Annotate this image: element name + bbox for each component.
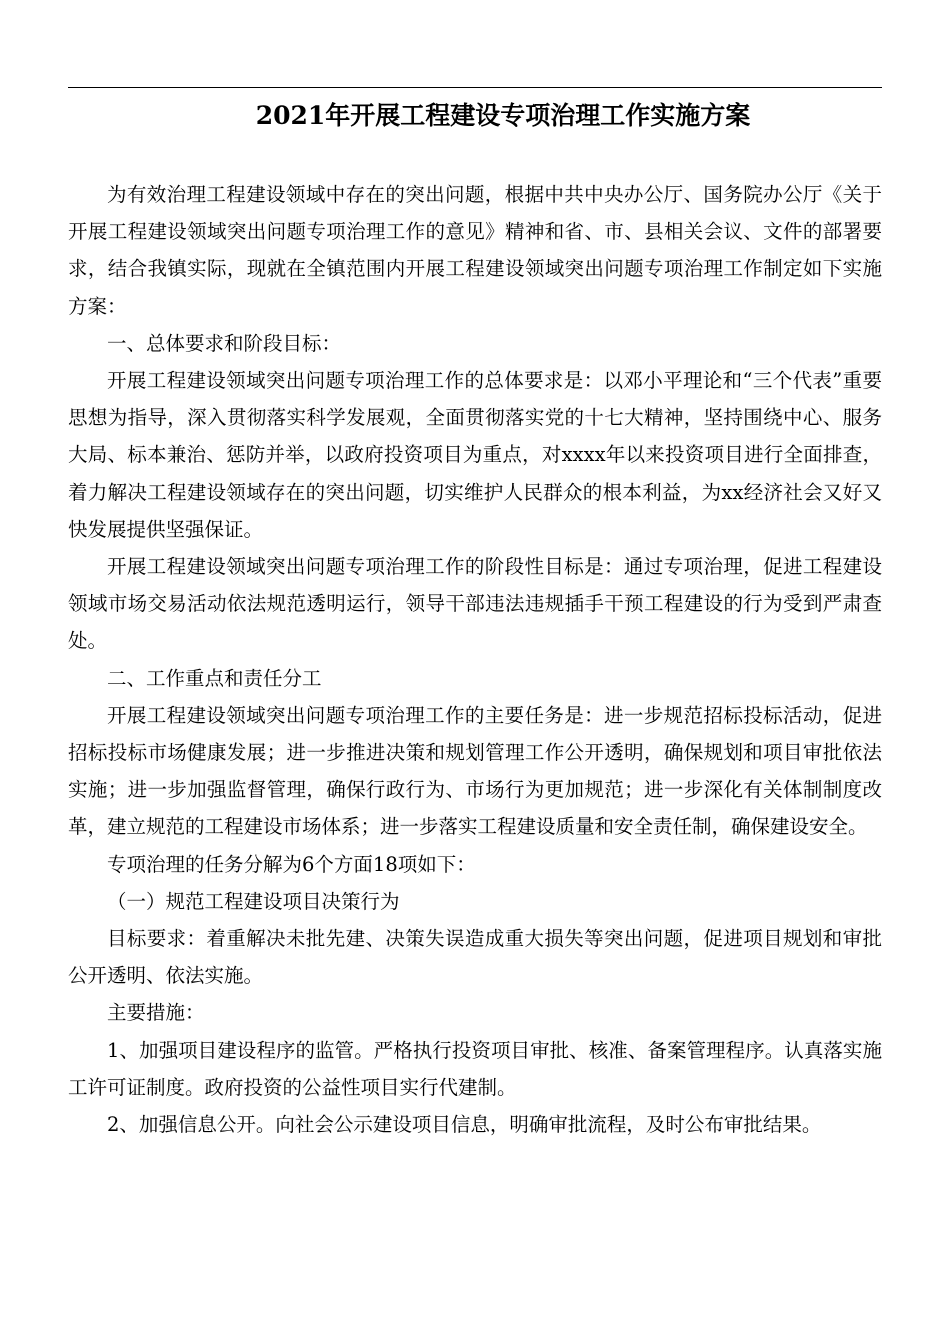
section-heading-2: 二、工作重点和责任分工 xyxy=(107,666,322,690)
paragraph-intro: 为有效治理工程建设领域中存在的突出问题，根据中共中央办公厅、国务院办公厅《关于开展工程建设领域突出问题专项治理工作的意见》精神和省、市、县相关会议、文件的部署要求，结合我镇实际，现就在全镇范围内开展工程建设领域突出问题专项治理工作制定如下实施方案： xyxy=(68,183,882,318)
header-rule xyxy=(68,87,882,88)
paragraph-main-tasks: 开展工程建设领域突出问题专项治理工作的主要任务是：进一步规范招标投标活动，促进招标投标市场健康发展；进一步推进决策和规划管理工作公开透明，确保规划和项目审批依法实施；进一步加强监督管理，确保行政行为、市场行为更加规范；进一步深化有关体制制度改革，建立规范的工程建设市场体系；进一步落实工程建设质量和安全责任制，确保建设安全。 xyxy=(68,703,882,839)
subsection-heading-1: （一）规范工程建设项目决策行为 xyxy=(107,889,400,913)
paragraph-overall-requirements: 开展工程建设领域突出问题专项治理工作的总体要求是：以邓小平理论和“三个代表”重要思想为指导，深入贯彻落实科学发展观，全面贯彻落实党的十七大精神，坚持围绕中心、服务大局、标本兼治、惩防并举，以政府投资项目为重点，对xxxx年以来投资项目进行全面排查，着力解决工程建设领域存在的突出问题，切实维护人民群众的根本利益，为xx经济社会又好又快发展提供坚强保证。 xyxy=(68,369,882,541)
document-title: 2021年开展工程建设专项治理工作实施方案 xyxy=(255,101,751,130)
paragraph-stage-goals: 开展工程建设领域突出问题专项治理工作的阶段性目标是：通过专项治理，促进工程建设领域市场交易活动依法规范透明运行，领导干部违法违规插手干预工程建设的行为受到严肃查处。 xyxy=(68,555,882,653)
section-heading-1: 一、总体要求和阶段目标： xyxy=(107,331,342,355)
paragraph-task-breakdown: 专项治理的任务分解为6个方面18项如下： xyxy=(107,852,476,876)
paragraph-main-measures-label: 主要措施： xyxy=(107,1001,205,1025)
paragraph-measure-1: 1、加强项目建设程序的监管。严格执行投资项目审批、核准、备案管理程序。认真落实施工许可证制度。政府投资的公益性项目实行代建制。 xyxy=(68,1038,882,1099)
paragraph-target-requirements: 目标要求：着重解决未批先建、决策失误造成重大损失等突出问题，促进项目规划和审批公开透明、依法实施。 xyxy=(68,927,882,988)
document-body xyxy=(68,176,882,1143)
paragraph-measure-2: 2、加强信息公开。向社会公示建设项目信息，明确审批流程，及时公布审批结果。 xyxy=(107,1113,822,1137)
